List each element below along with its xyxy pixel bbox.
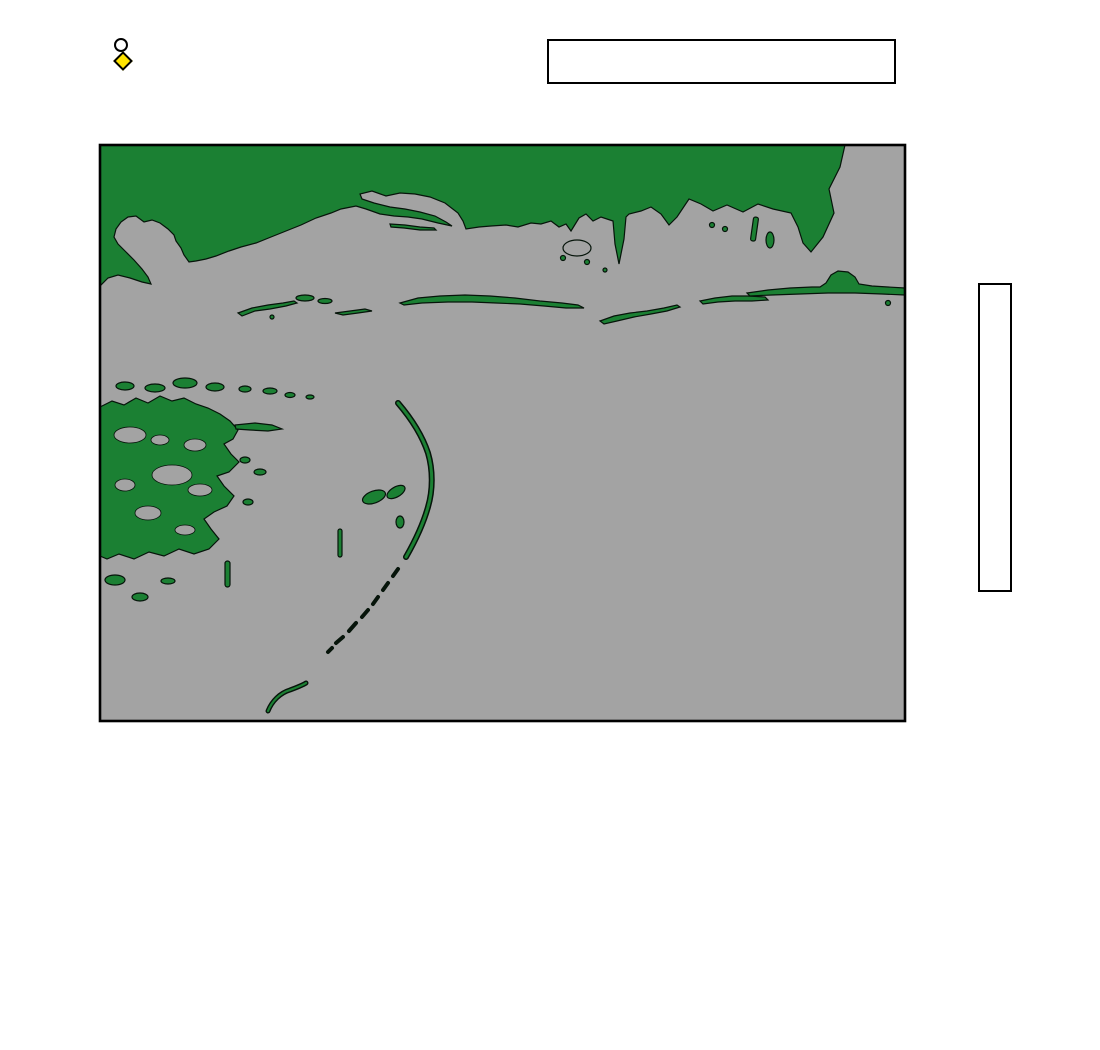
vector-scale-box: [547, 39, 896, 84]
island: [603, 268, 607, 272]
island: [723, 227, 728, 232]
island: [585, 260, 590, 265]
island: [296, 295, 314, 301]
island: [710, 223, 715, 228]
island: [338, 529, 342, 557]
map: [50, 102, 960, 802]
scale-arrows: [549, 41, 894, 82]
coastal-pond: [563, 240, 591, 256]
island: [396, 516, 404, 528]
colorbar: [978, 283, 1012, 592]
island: [886, 301, 891, 306]
colorbar-title: [1046, 376, 1062, 496]
island: [766, 232, 774, 248]
island: [561, 256, 566, 261]
island: [270, 315, 274, 319]
island: [318, 299, 332, 304]
usm-instrumentation-icon: [114, 38, 128, 52]
ndbc-station-icon: [113, 51, 133, 71]
